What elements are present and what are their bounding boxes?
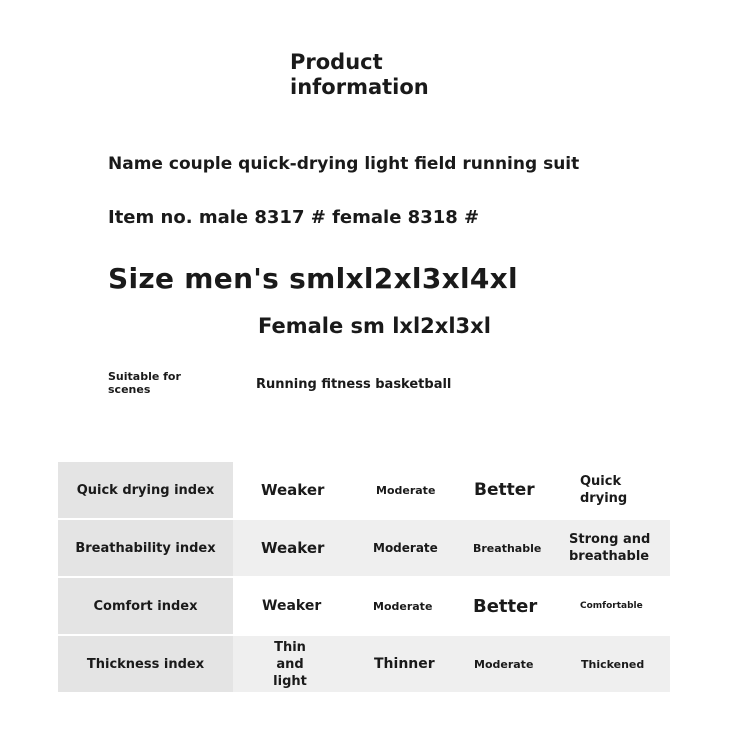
row-header-thickness: Thickness index — [58, 636, 233, 692]
row-header-comfort: Comfort index — [58, 578, 233, 634]
table-cell: Comfortable — [580, 600, 643, 611]
table-cell: Breathable — [473, 541, 542, 555]
table-row — [58, 636, 670, 692]
table-cell: Moderate — [373, 599, 433, 613]
table-cell: Weaker — [261, 538, 325, 557]
table-cell: Thin and light — [273, 639, 307, 689]
table-cell: Thickened — [581, 657, 645, 671]
item-number: Item no. male 8317 # female 8318 # — [108, 207, 480, 228]
page-title: Product information — [290, 50, 429, 99]
table-cell: Better — [474, 479, 535, 500]
row-header-breathability: Breathability index — [58, 520, 233, 576]
table-cell: Weaker — [262, 597, 322, 614]
table-cell: Thinner — [374, 655, 435, 672]
table-row — [58, 520, 670, 576]
table-cell: Moderate — [373, 540, 438, 555]
scenes-label: Suitable for scenes — [108, 370, 181, 396]
table-row — [58, 578, 670, 634]
female-sizes: Female sm lxl2xl3xl — [258, 314, 491, 338]
table-cell: Better — [473, 595, 538, 617]
men-sizes: Size men's smlxl2xl3xl4xl — [108, 262, 518, 295]
table-cell: Strong and breathable — [569, 532, 651, 564]
table-cell: Moderate — [376, 483, 436, 497]
table-row — [58, 462, 670, 518]
product-name: Name couple quick-drying light field running suit — [108, 154, 580, 174]
table-cell: Quick drying — [580, 474, 628, 506]
table-cell: Moderate — [474, 657, 534, 671]
scenes-value: Running fitness basketball — [256, 377, 452, 392]
table-cell: Weaker — [261, 480, 325, 499]
row-header-quick-drying: Quick drying index — [58, 462, 233, 518]
